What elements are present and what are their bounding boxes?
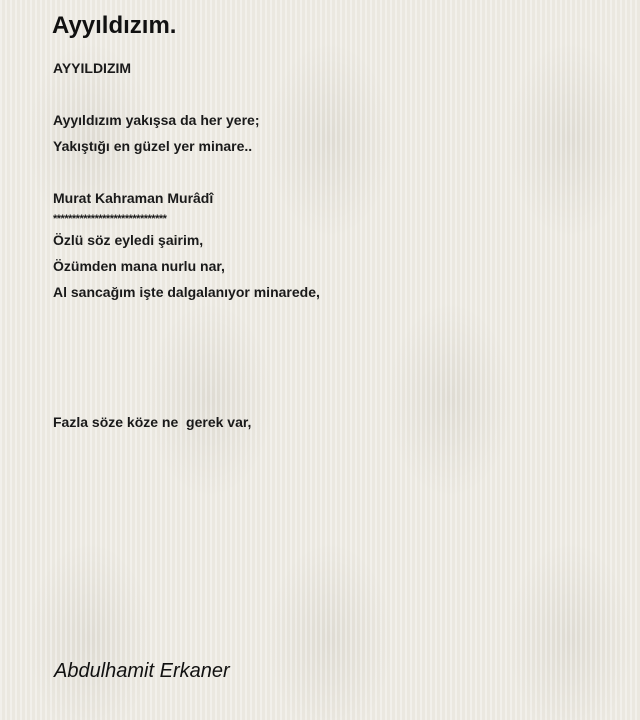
blank-line [53,81,320,107]
blank-line [53,159,320,185]
poem-line: Özümden mana nurlu nar, [53,258,225,274]
blank-line [53,383,320,409]
poem-line: Özlü söz eyledi şairim, [53,232,204,248]
poem-line: Ayyıldızım yakışsa da her yere; [53,112,260,128]
poem-final-line: Fazla söze köze ne gerek var, [53,414,252,430]
blank-line [53,357,320,383]
poem-body [53,55,320,435]
blank-line [53,305,320,331]
poem-credit: Murat Kahraman Murâdî [53,190,214,206]
poem-line: Yakıştığı en güzel yer minare.. [53,138,253,154]
blank-line [53,331,320,357]
poem-line: Al sancağım işte dalgalanıyor minarede, [53,284,320,300]
poem-subtitle: AYYILDIZIM [53,60,132,76]
poem-title: Ayyıldızım. [52,12,177,39]
separator: ****************************** [53,213,167,225]
poem-author: Abdulhamit Erkaner [54,660,230,682]
